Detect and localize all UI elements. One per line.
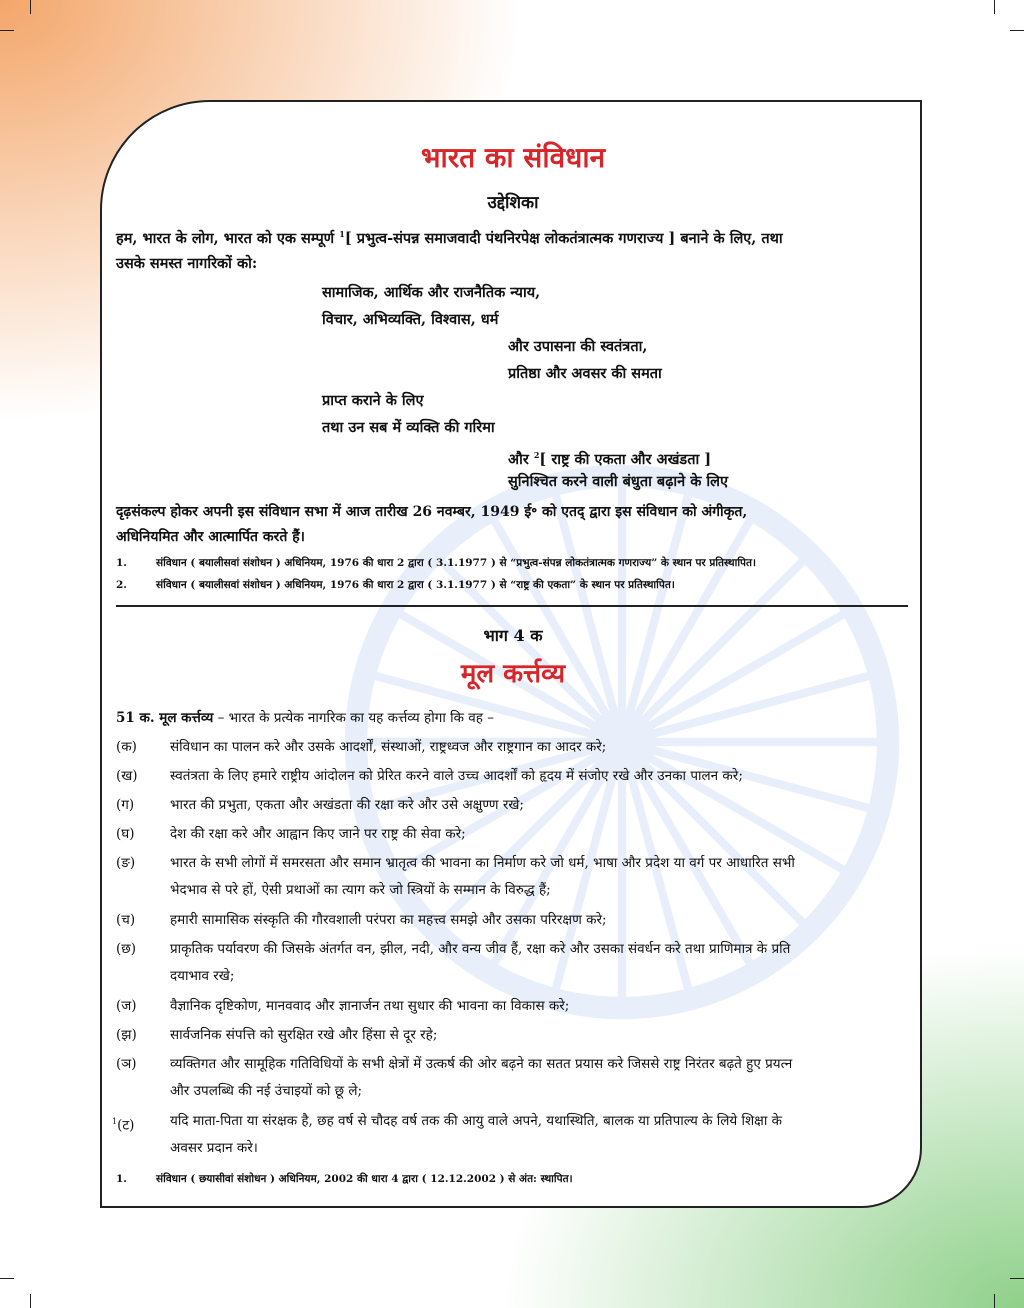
duty-text: वैज्ञानिक दृष्टिकोण, मानववाद और ज्ञानार्जन तथा सुधार की भावना का विकास करे;	[170, 998, 570, 1014]
duty-text: सार्वजनिक संपत्ति को सुरक्षित रखे और हिंसा से दूर रहे;	[170, 1027, 438, 1043]
section-divider	[116, 605, 908, 607]
duty-label: (घ)	[116, 826, 135, 842]
duty-label: (ञ)	[116, 1056, 137, 1072]
intro-text-line2: उसके समस्त नागरिकों को:	[116, 254, 258, 272]
footnote-number: 2.	[116, 579, 127, 591]
duty-item	[116, 792, 912, 819]
preamble-line: प्रतिष्ठा और अवसर की समता	[508, 365, 662, 382]
article-intro: – भारत के प्रत्येक नागरिक का यह कर्त्तव्य होगा कि वह –	[213, 710, 494, 726]
closing-line: दृढ़संकल्प होकर अपनी इस संविधान सभा में आज तारीख 26 नवम्बर, 1949 ई॰ को एतद् द्वारा इस संविधान को अंगीकृत,	[116, 504, 748, 520]
duty-text: संविधान का पालन करे और उसके आदर्शों, संस्थाओं, राष्ट्रध्वज और राष्ट्रगान का आदर करे;	[170, 739, 607, 755]
footnote-number: 1.	[116, 557, 127, 569]
duty-label: (क)	[116, 739, 137, 755]
footnote	[116, 1170, 906, 1188]
duty-item	[116, 821, 912, 848]
footnote-number: 1.	[116, 1173, 127, 1185]
duty-label: (झ)	[116, 1027, 137, 1043]
duty-text: हमारी सामासिक संस्कृति की गौरवशाली परंपरा का महत्त्व समझे और उसका परिरक्षण करे;	[170, 912, 607, 928]
intro-text: हम, भारत के लोग, भारत को एक सम्पूर्ण	[116, 229, 335, 247]
preamble-line: तथा उन सब में व्यक्ति की गरिमा	[322, 419, 495, 436]
preamble-closing	[116, 500, 912, 550]
duty-text: स्वतंत्रता के लिए हमारे राष्ट्रीय आंदोलन को प्रेरित करने वाले उच्च आदर्शों को हृदय में संजोए रखे और उनका पालन करे;	[170, 768, 743, 784]
preamble-heading: उद्देशिका	[487, 193, 539, 213]
duty-item	[116, 1051, 912, 1105]
duty-item	[112, 1108, 912, 1162]
duty-item	[116, 907, 912, 934]
footnote-ref: 1	[339, 229, 345, 239]
duty-text: दयाभाव रखे;	[170, 968, 235, 984]
footnote-text: संविधान ( छयासीवां संशोधन ) अधिनियम, 2002 की धारा 4 द्वारा ( 12.12.2002 ) से अंत: स्थापित।	[156, 1173, 573, 1185]
crop-mark	[30, 1294, 31, 1308]
duty-label: (च)	[116, 912, 136, 928]
duty-text: भारत के सभी लोगों में समरसता और समान भ्रातृत्व की भावना का निर्माण करे जो धर्म, भाषा और प्रदेश या वर्ग पर आधारित सभी	[170, 855, 795, 871]
footnote-text: संविधान ( बयालीसवां संशोधन ) अधिनियम, 1976 की धारा 2 द्वारा ( 3.1.1977 ) से “राष्ट्र की एकता” के स्थान पर प्रतिस्थापित।	[156, 579, 675, 591]
duty-label	[112, 1108, 134, 1140]
and-word: और	[508, 450, 529, 468]
duty-label: (ङ)	[116, 855, 136, 871]
duty-text: और उपलब्धि की नई उंचाइयों को छू ले;	[170, 1083, 363, 1099]
footnote-ref: 1	[112, 1117, 118, 1126]
crop-mark	[994, 0, 995, 14]
duty-text: यदि माता-पिता या संरक्षक है, छह वर्ष से चौदह वर्ष तक की आयु वाले अपने, यथास्थिति, बालक या प्रतिपाल्य के लिये शिक्षा के	[170, 1113, 783, 1129]
preamble-line: प्राप्त कराने के लिए	[322, 392, 424, 409]
duty-label: (ग)	[116, 797, 135, 813]
duty-text: भारत की प्रभुता, एकता और अखंडता की रक्षा करे और उसे अक्षुण्ण रखे;	[170, 797, 524, 813]
duty-label: (ज)	[116, 998, 137, 1014]
constitution-title: भारत का संविधान	[420, 141, 606, 174]
duty-label-text: (ट)	[117, 1117, 135, 1134]
intro-text-rest: [ प्रभुत्व-संपन्न समाजवादी पंथनिरपेक्ष लोकतंत्रात्मक गणराज्य ] बनाने के लिए, तथा	[344, 229, 783, 247]
crop-mark	[0, 1278, 14, 1279]
document-card	[100, 100, 922, 1208]
footnote	[116, 554, 906, 572]
duty-text: अवसर प्रदान करे।	[170, 1140, 258, 1156]
fundamental-duties-title: मूल कर्त्तव्य	[460, 659, 566, 689]
duty-item	[116, 1022, 912, 1049]
duty-item	[116, 850, 912, 904]
duty-item	[116, 993, 912, 1020]
footnote-ref: 2	[533, 450, 540, 460]
preamble-line: विचार, अभिव्यक्ति, विश्वास, धर्म	[322, 311, 499, 328]
crop-mark	[1010, 30, 1024, 31]
preamble-line: सुनिश्चित करने वाली बंधुता बढ़ाने के लिए	[508, 473, 729, 490]
crop-mark	[30, 0, 31, 14]
duty-item	[116, 763, 912, 790]
footnote	[116, 576, 906, 594]
preamble-intro	[116, 222, 912, 276]
crop-mark	[1010, 1278, 1024, 1279]
duties-heading	[116, 708, 494, 726]
duty-text: भेदभाव से परे हों, ऐसी प्रथाओं का त्याग करे जो स्त्रियों के सम्मान के विरुद्ध हैं;	[170, 882, 551, 898]
duty-text: प्राकृतिक पर्यावरण की जिसके अंतर्गत वन, झील, नदी, और वन्य जीव हैं, रक्षा करे और उसका संवर्धन करे तथा प्राणिमात्र के प्रति	[170, 941, 791, 957]
footnote-text: संविधान ( बयालीसवां संशोधन ) अधिनियम, 1976 की धारा 2 द्वारा ( 3.1.1977 ) से “प्रभुत्व-संपन्न लोकतंत्रात्मक गणराज्य” के स्थान पर प्रतिस्थापित।	[156, 557, 756, 569]
duty-text: देश की रक्षा करे और आह्वान किए जाने पर राष्ट्र की सेवा करे;	[170, 826, 466, 842]
duty-item	[116, 734, 912, 761]
part-label: भाग 4 क	[483, 626, 543, 645]
crop-mark	[994, 1294, 995, 1308]
duty-label: (ख)	[116, 768, 138, 784]
duty-text: व्यक्तिगत और सामूहिक गतिविधियों के सभी क्षेत्रों में उत्कर्ष की ओर बढ़ने का सतत प्रयास करे जिससे राष्ट्र निरंतर बढ़ते हुए प्रयत्न	[170, 1056, 793, 1072]
duty-label: (छ)	[116, 941, 136, 957]
crop-mark	[0, 30, 14, 31]
unity-text: [ राष्ट्र की एकता और अखंडता ]	[539, 450, 712, 468]
preamble-line: सामाजिक, आर्थिक और राजनैतिक न्याय,	[322, 284, 541, 301]
article-label: 51 क. मूल कर्त्तव्य	[116, 710, 214, 726]
duty-item	[116, 936, 912, 990]
closing-line: अधिनियमित और आत्मार्पित करते हैं।	[116, 529, 305, 545]
preamble-line: और उपासना की स्वतंत्रता,	[508, 338, 648, 355]
